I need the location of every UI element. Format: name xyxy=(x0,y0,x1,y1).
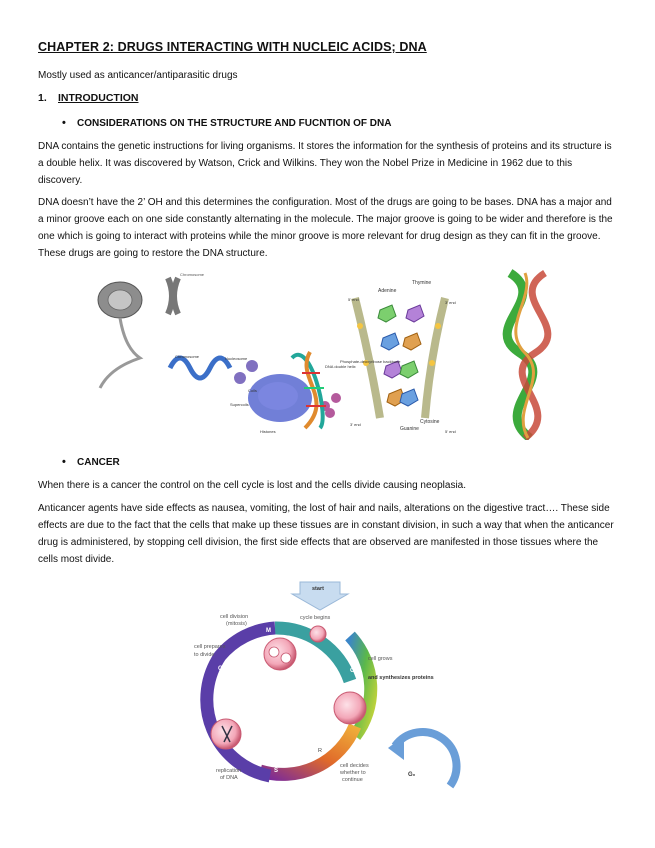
phase-g1: G1 xyxy=(350,668,359,674)
cell-growing-image xyxy=(334,692,366,724)
label-5end-b: 5' end xyxy=(445,429,456,434)
label-supercoils: Supercoils xyxy=(230,402,249,407)
phase-s: S xyxy=(274,768,279,774)
g0-arrow xyxy=(395,732,457,786)
bullet-dot-2: • xyxy=(62,456,66,468)
label-chromosome: Chromosome xyxy=(180,272,205,277)
phase-g0: G₀ xyxy=(408,772,416,778)
label-cell-prepares-2: to divide xyxy=(194,652,215,658)
bullet-structure-function xyxy=(62,117,391,129)
label-coils: Coils xyxy=(248,388,257,393)
label-decides-2: whether to xyxy=(340,770,366,776)
label-synthesizes: and synthesizes proteins xyxy=(368,675,434,681)
label-guanine: Guanine xyxy=(400,426,419,432)
bullet-dot: • xyxy=(62,117,66,129)
bullet-cancer xyxy=(62,456,120,468)
label-thymine: Thymine xyxy=(412,280,432,286)
label-cell-prepares-1: cell prepares xyxy=(194,644,226,650)
paragraph-dna-groove: DNA doesn’t have the 2’ OH and this determines the configuration. Most of the drugs are going to be bases. DNA has a major and a minor groove each on one side constantly alternating in the molecule. The major groove is going to be wider and therefore is the one which is going to interact with proteins while the minor groove is more relevant for drug design as they can fit in the groove. These drugs are going to restore the DNA structure. xyxy=(38,197,613,259)
base-pair-diagram xyxy=(355,298,445,418)
section-heading xyxy=(38,92,139,104)
label-decides-1: cell decides xyxy=(340,763,369,769)
label-cytosine: Cytosine xyxy=(420,419,440,425)
molecular-helix-model xyxy=(507,273,548,438)
chromosome-illustration xyxy=(168,278,178,314)
cell-dividing-image xyxy=(264,638,296,670)
chapter-title: CHAPTER 2: DRUGS INTERACTING WITH NUCLEIC ACIDS; DNA xyxy=(38,40,427,54)
label-replication-2: of DNA xyxy=(220,775,238,781)
label-3end-b: 3' end xyxy=(350,422,361,427)
label-adenine: Adenine xyxy=(378,288,397,294)
section-number: 1. xyxy=(38,92,47,104)
label-cell-division: cell division xyxy=(220,614,249,620)
dna-structure-figure xyxy=(80,268,590,440)
label-cycle-begins: cycle begins xyxy=(300,615,331,621)
label-decides-3: continue xyxy=(342,777,363,783)
phase-m: M xyxy=(266,628,271,634)
label-nucleosome: Nucleosome xyxy=(225,356,248,361)
bullet-cancer-label: CANCER xyxy=(77,457,120,468)
label-3end-a: 3' end xyxy=(445,300,456,305)
paragraph-dna-intro: DNA contains the genetic instructions for living organisms. It stores the information for the synthesis of proteins and its structure is a double helix. It was discovered by Watson, Crick and Wilkins. They won the Nobel Prize in Medicine in 1962 due to this discovery. xyxy=(38,141,612,186)
label-replication-1: replication xyxy=(216,768,242,774)
label-backbone: Phosphate-deoxyribose backbone xyxy=(340,359,401,364)
label-double-helix: DNA double helix xyxy=(325,364,356,369)
cell-cycle-diagram xyxy=(190,576,470,796)
phase-r: R xyxy=(318,748,322,754)
cell-new-image xyxy=(310,626,326,642)
paragraph-side-effects: Anticancer agents have side effects as nausea, vomiting, the lost of hair and nails, alterations on the digestive tract…. These side effects are due to the fact that the cells that make up these tissues are in constant division, in such a way that when the anticancer drug is administered, by stopping cell division, the first side effects that are observed are manifested in those tissues where the cells most divide. xyxy=(38,503,614,565)
dna-strand-line xyxy=(100,318,140,388)
phase-g2: G2 xyxy=(218,666,227,672)
paragraph-cancer-control: When there is a cancer the control on the cell cycle is lost and the cells divide causing neoplasia. xyxy=(38,480,467,491)
bullet-label: CONSIDERATIONS ON THE STRUCTURE AND FUCNTION OF DNA xyxy=(77,118,392,129)
label-chromosome-2: Chromosome xyxy=(175,354,200,359)
label-cell-grows: cell grows xyxy=(368,656,393,662)
label-5end-a: 5' end xyxy=(348,297,359,302)
label-mitosis: (mitosis) xyxy=(226,621,247,627)
subtitle-text: Mostly used as anticancer/antiparasitic drugs xyxy=(38,70,238,81)
cell-illustration xyxy=(98,282,142,318)
label-start: start xyxy=(312,586,324,592)
label-histones: Histones xyxy=(260,429,276,434)
section-label: INTRODUCTION xyxy=(58,92,139,104)
